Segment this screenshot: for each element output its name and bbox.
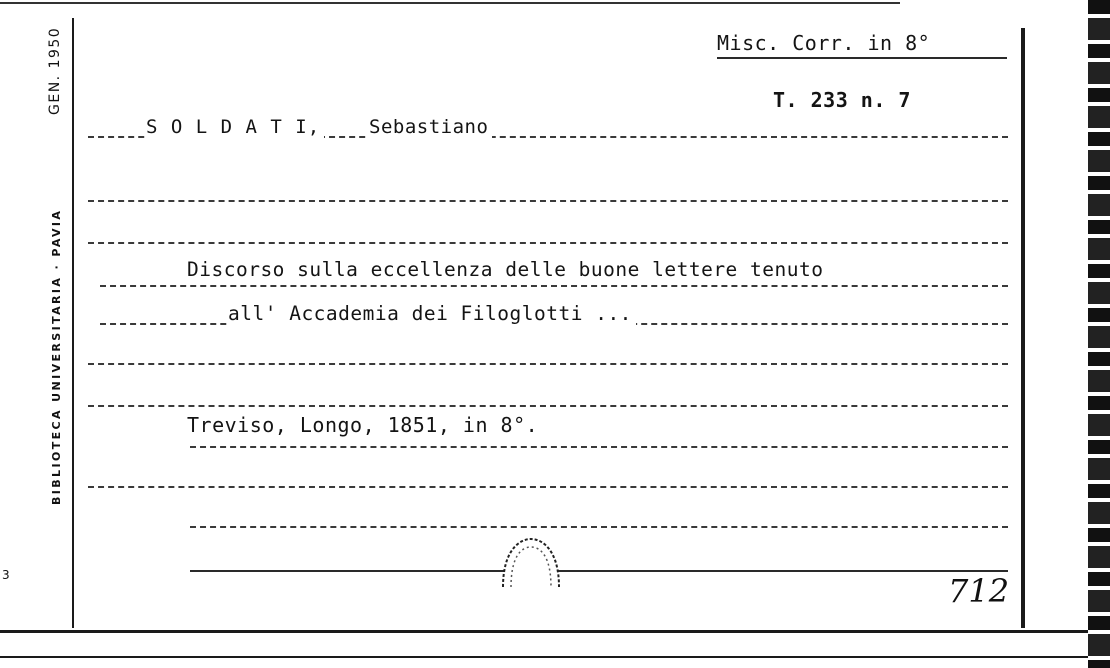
ruled-line-11 xyxy=(190,570,1008,572)
imprint: Treviso, Longo, 1851, in 8°. xyxy=(187,413,542,437)
ruled-line-9 xyxy=(88,486,1008,488)
author-given-name: Sebastiano xyxy=(369,116,492,138)
top-border xyxy=(0,2,900,4)
ruled-line-7 xyxy=(88,405,1008,407)
margin-mark: 3 xyxy=(2,568,10,582)
author-surname: S O L D A T I, xyxy=(146,116,324,138)
collection-label: Misc. Corr. in 8° xyxy=(717,31,931,55)
punch-hole xyxy=(497,533,565,591)
ruled-line-10 xyxy=(190,526,1008,528)
bottom-border xyxy=(0,630,1088,633)
stamp-date: GEN. 1950 xyxy=(47,26,63,115)
scan-edge xyxy=(1088,0,1110,668)
ruled-line-3 xyxy=(88,242,1008,244)
ruled-line-2 xyxy=(88,200,1008,202)
handwritten-number: 712 xyxy=(948,572,1010,610)
ruled-line-6 xyxy=(88,363,1008,365)
library-stamp: BIBLIOTECA UNIVERSITARIA · PAVIA xyxy=(50,208,63,505)
shelfmark: T. 233 n. 7 xyxy=(773,88,911,112)
bottom-border-outer xyxy=(0,656,1088,658)
right-margin-rule xyxy=(1021,28,1025,628)
title-line-2: all' Accademia dei Filoglotti ... xyxy=(228,302,636,325)
collection-underline xyxy=(717,57,1007,59)
left-margin-rule xyxy=(72,18,74,628)
ruled-line-8 xyxy=(190,446,1008,448)
title-line-1: Discorso sulla eccellenza delle buone lettere tenuto xyxy=(187,258,827,281)
ruled-line-4 xyxy=(100,285,1008,287)
